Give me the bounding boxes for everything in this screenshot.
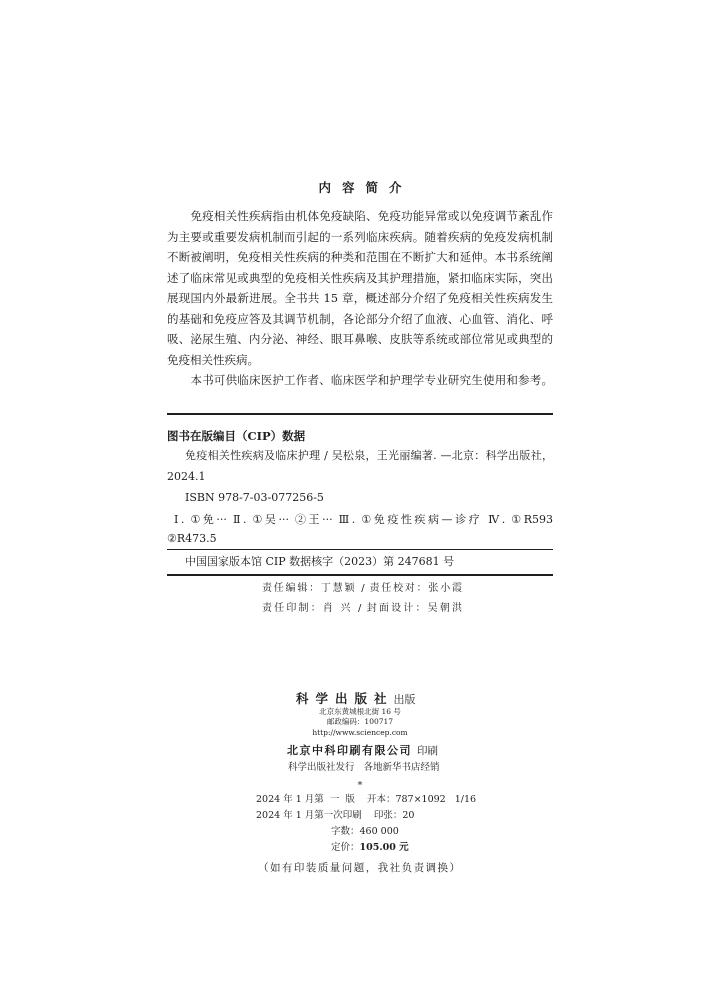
summary-line: 展现国内外最新进展。全书共 15 章，概述部分介绍了免疫相关性疾病发生 [167, 291, 553, 305]
summary-line: 免疫相关性疾病指由机体免疫缺陷、免疫功能异常或以免疫调节紊乱作 [190, 209, 553, 223]
publisher-name: 科学出版社 [296, 691, 394, 706]
publisher-line [296, 689, 416, 707]
printer-name: 北京中科印刷有限公司 [287, 744, 412, 757]
cip-record-number: 中国国家版本馆 CIP 数据核字（2023）第 247681 号 [185, 555, 455, 568]
edition-line: 2024 年 1 月第 一 版 开本：787×1092 1/16 [256, 794, 477, 805]
summary-title: 内容简介 [318, 180, 413, 195]
word-count: 字数：460 000 [331, 826, 399, 837]
distribution-line: 科学出版社发行 各地新华书店经销 [288, 762, 440, 773]
publisher-postcode: 邮政编码：100717 [326, 717, 394, 726]
quality-notice: （如有印装质量问题，我社负责调换） [258, 862, 460, 874]
separator-asterisk: * [357, 780, 363, 791]
summary-line: 吸、泌尿生殖、内分泌、神经、眼耳鼻喉、皮肤等系统或部位常见或典型的 [167, 332, 553, 346]
summary-line: 为主要或重要发病机制而引起的一系列临床疾病。随着疾病的免疫发病机制 [167, 229, 553, 244]
cip-middle-rule [167, 549, 553, 550]
printing-line: 2024 年 1 月第一次印刷 印张：20 [256, 810, 415, 821]
cip-top-rule [167, 413, 553, 415]
editor-credits: 责任编辑：丁慧颖 / 责任校对：张小霞 [262, 583, 462, 594]
summary-line: 免疫相关性疾病。 [167, 352, 259, 367]
cip-subjects-continuation: ②R473.5 [167, 532, 217, 545]
price-line [331, 841, 409, 855]
publisher-action: 出版 [393, 693, 416, 706]
summary-body [167, 206, 553, 391]
price-value: 105.00 元 [359, 842, 409, 853]
cip-isbn: ISBN 978-7-03-077256-5 [185, 491, 324, 504]
publisher-address: 北京东黄城根北街 16 号 [319, 707, 401, 716]
printer-action: 印刷 [417, 745, 438, 757]
summary-line: 的基础和免疫应答及其调节机制，各论部分介绍了血液、心血管、消化、呼 [167, 311, 553, 326]
price-label: 定价： [331, 842, 360, 853]
summary-usage-line: 本书可供临床医护工作者、临床医学和护理学专业研究生使用和参考。 [190, 373, 553, 387]
publisher-website: http://www.sciencep.com [312, 728, 408, 737]
cip-bottom-rule [167, 574, 553, 576]
summary-line: 不断被阐明，免疫相关性疾病的种类和范围在不断扩大和延伸。本书系统阐 [167, 250, 553, 264]
cip-subjects-line: Ⅰ. ①免··· Ⅱ. ①吴··· ②王··· Ⅲ. ①免疫性疾病—诊疗 Ⅳ. ①R593 [174, 513, 553, 526]
production-credits: 责任印制：肖 兴 / 封面设计：吴朝洪 [262, 603, 462, 614]
cip-heading: 图书在版编目（CIP）数据 [167, 429, 306, 443]
cip-entry-line: 免疫相关性疾病及临床护理 / 吴松泉，王光丽编著. —北京：科学出版社， [185, 449, 553, 462]
printer-line [287, 741, 438, 757]
cip-entry-date: 2024.1 [167, 470, 206, 483]
summary-line: 述了临床常见或典型的免疫相关性疾病及其护理措施，紧扣临床实际，突出 [167, 270, 553, 285]
